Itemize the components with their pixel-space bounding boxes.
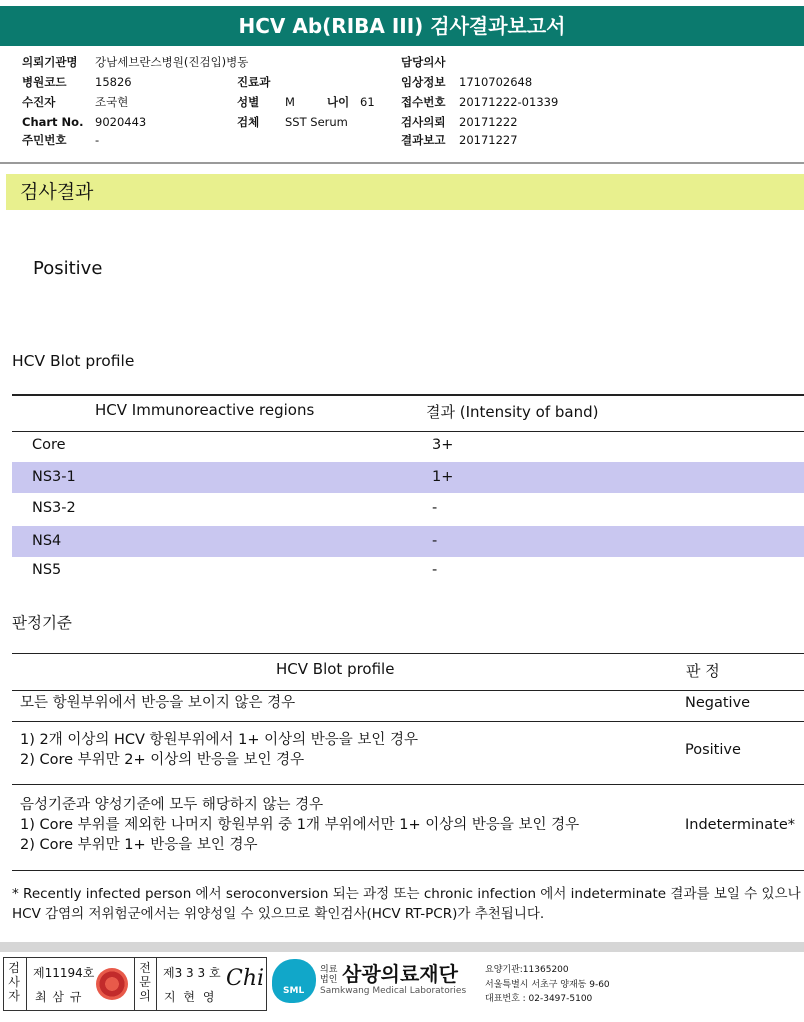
profile-col-region: HCV Immunoreactive regions	[95, 401, 315, 419]
org-english: Samkwang Medical Laboratories	[320, 986, 467, 996]
request-label: 검사의뢰	[401, 115, 446, 129]
specialist-signature: Chi	[226, 966, 265, 991]
footnote: * Recently infected person 에서 seroconversion 되는 과정 또는 chronic infection 에서 indeterminate 결과를 보일 수 있으나 HCV 감염의 저위험군에서는 위양성일 수 있으므로 확인검사(HCV RT-PCR)가 추천됩니다.	[12, 886, 801, 922]
sex-value: M	[285, 95, 295, 109]
tester-label: 검사자	[8, 961, 20, 1003]
sml-logo-icon	[272, 959, 316, 1003]
sex-label: 성별	[237, 95, 260, 109]
header-divider	[0, 162, 804, 164]
specialist-no: 제3 3 3 호	[163, 966, 221, 980]
department-label: 진료과	[237, 75, 271, 89]
specialist-name: 지 현 영	[164, 990, 217, 1004]
criteria-positive-judgement: Positive	[685, 742, 741, 758]
signature-box	[3, 957, 267, 1011]
tester-seal-stamp	[96, 968, 128, 1000]
clinical-info-label: 임상정보	[401, 75, 446, 89]
criteria-col-judgement: 판 정	[686, 662, 720, 680]
patient-label: 수진자	[22, 95, 56, 109]
table-row	[12, 493, 804, 524]
region-cell: NS3-1	[32, 469, 76, 485]
footer-band	[0, 942, 804, 952]
criteria-negative-judgement: Negative	[685, 695, 751, 711]
tester-name: 최 삼 규	[35, 990, 83, 1004]
profile-title: HCV Blot profile	[12, 352, 135, 370]
receipt-label: 접수번호	[401, 95, 446, 109]
corp-small-1: 의료	[320, 965, 338, 975]
region-cell: Core	[32, 437, 66, 453]
criteria-bottom-rule	[12, 870, 804, 871]
table-row	[12, 555, 804, 586]
criteria-top-rule	[12, 653, 804, 654]
report-date-value: 20171227	[459, 133, 518, 147]
result-cell: 3+	[432, 437, 454, 453]
hospital-code-label: 병원코드	[22, 75, 67, 89]
region-cell: NS5	[32, 562, 62, 578]
institution-value: 강남세브란스병원(진검입)병동	[95, 55, 249, 69]
rrn-value: -	[95, 133, 100, 147]
tester-no: 제11194호	[33, 966, 95, 980]
rrn-label: 주민번호	[22, 133, 67, 147]
hospital-code-value: 15826	[95, 75, 132, 89]
org-address: 서울특별시 서초구 양재동 9-60	[485, 980, 610, 990]
region-cell: NS4	[32, 533, 62, 549]
specimen-label: 검체	[237, 115, 260, 129]
sig-divider	[134, 958, 135, 1010]
specimen-value: SST Serum	[285, 115, 348, 129]
corp-small-2: 법인	[320, 975, 338, 985]
request-value: 20171222	[459, 115, 518, 129]
criteria-indeterminate-judgement: Indeterminate*	[685, 817, 795, 833]
criteria-col-profile: HCV Blot profile	[276, 660, 395, 678]
age-label: 나이	[327, 95, 350, 109]
criteria-positive-line1: 1) 2개 이상의 HCV 항원부위에서 1+ 이상의 반응을 보인 경우	[20, 732, 419, 748]
result-cell: -	[432, 562, 438, 578]
overall-result: Positive	[33, 258, 103, 279]
sml-logo-text: SML	[283, 986, 305, 996]
specialist-label: 전문의	[139, 961, 151, 1003]
result-cell: -	[432, 533, 438, 549]
chart-value: 9020443	[95, 115, 147, 129]
sig-divider	[156, 958, 157, 1010]
criteria-rule	[12, 784, 804, 785]
clinical-info-value: 1710702648	[459, 75, 533, 89]
patient-value: 조국현	[95, 95, 129, 109]
age-value: 61	[360, 95, 375, 109]
criteria-indeterminate-line1: 음성기준과 양성기준에 모두 해당하지 않는 경우	[20, 797, 324, 813]
org-phone: 대표번호 : 02-3497-5100	[485, 994, 593, 1004]
result-cell: -	[432, 500, 438, 516]
org-name: 삼광의료재단	[342, 962, 458, 986]
receipt-value: 20171222-01339	[459, 95, 559, 109]
table-row	[12, 462, 804, 493]
profile-top-rule	[12, 394, 804, 396]
report-date-label: 결과보고	[401, 133, 446, 147]
doctor-label: 담당의사	[401, 55, 446, 69]
institution-label: 의뢰기관명	[22, 55, 78, 69]
criteria-rule	[12, 721, 804, 722]
sig-divider	[26, 958, 27, 1010]
section-banner: 검사결과	[6, 174, 804, 210]
table-row	[12, 526, 804, 557]
profile-col-result: 결과 (Intensity of band)	[426, 403, 599, 421]
criteria-header-rule	[12, 690, 804, 691]
criteria-indeterminate-line2: 1) Core 부위를 제외한 나머지 항원부위 중 1개 부위에서만 1+ 이상의 반응을 보인 경우	[20, 817, 580, 833]
criteria-indeterminate-line3: 2) Core 부위만 1+ 반응을 보인 경우	[20, 837, 258, 853]
criteria-negative-text: 모든 항원부위에서 반응을 보이지 않은 경우	[20, 695, 296, 711]
table-row	[12, 430, 804, 461]
report-title: HCV Ab(RIBA III) 검사결과보고서	[0, 6, 804, 46]
region-cell: NS3-2	[32, 500, 76, 516]
result-cell: 1+	[432, 469, 454, 485]
criteria-positive-line2: 2) Core 부위만 2+ 이상의 반응을 보인 경우	[20, 752, 305, 768]
criteria-title: 판정기준	[12, 614, 72, 632]
org-code: 요양기관:11365200	[485, 965, 569, 975]
chart-label: Chart No.	[22, 115, 84, 129]
